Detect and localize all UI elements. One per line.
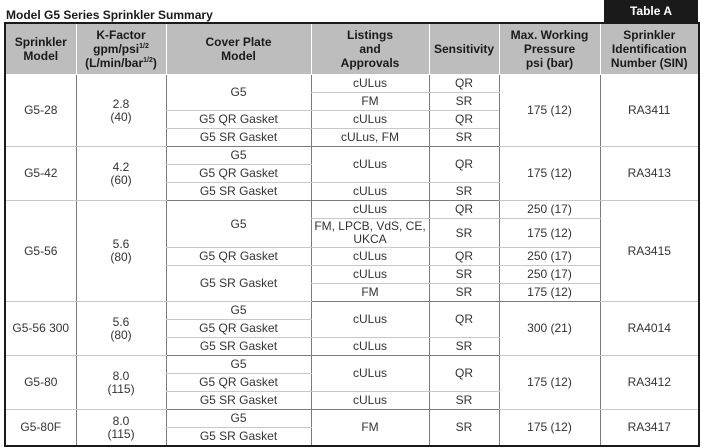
header-line: Cover Plate	[205, 35, 272, 49]
header-sup: 1/2	[143, 57, 153, 64]
header-line: Sprinkler	[623, 28, 676, 42]
header-sup: 1/2	[139, 43, 149, 50]
k-factor-value: 8.0	[112, 368, 130, 383]
k-factor-value: 5.6	[112, 237, 130, 251]
k-factor-cell	[76, 147, 166, 201]
header-line: Model	[23, 49, 59, 63]
sprinkler-model-cell: G5-80F	[5, 410, 76, 447]
cover-plate-cell: G5	[166, 356, 311, 374]
cover-plate-cell: G5 SR Gasket	[166, 129, 311, 147]
sensitivity-cell: SR	[429, 219, 499, 248]
listing-cell: FM	[311, 93, 429, 111]
k-factor-metric: (115)	[107, 381, 135, 396]
header-line: gpm/psi	[93, 42, 140, 56]
sensitivity-cell: QR	[429, 75, 499, 93]
header-line: K-Factor	[96, 28, 146, 42]
listing-cell: FM, LPCB, VdS, CE, UKCA	[311, 219, 429, 248]
sprinkler-model-cell: G5-28	[5, 75, 76, 147]
cover-plate-cell: G5 SR Gasket	[166, 183, 311, 201]
sin-cell: RA3415	[600, 201, 699, 302]
listing-cell: cULus	[311, 302, 429, 338]
header-row	[5, 23, 699, 75]
pressure-cell: 250 (17)	[499, 248, 600, 266]
sensitivity-cell: SR	[429, 392, 499, 410]
pressure-cell: 175 (12)	[499, 219, 600, 248]
cover-plate-cell: G5 QR Gasket	[166, 248, 311, 266]
cover-plate-cell: G5	[166, 75, 311, 111]
k-factor-metric: (80)	[110, 250, 132, 264]
table-body	[5, 75, 699, 447]
k-factor-value: 8.0	[112, 413, 130, 428]
pressure-cell: 175 (12)	[499, 75, 600, 147]
table-row	[5, 147, 699, 165]
listing-cell: FM	[311, 284, 429, 302]
pressure-cell: 175 (12)	[499, 284, 600, 302]
sensitivity-cell: SR	[429, 338, 499, 356]
cover-plate-cell: G5 QR Gasket	[166, 111, 311, 129]
k-factor-value: 5.6	[112, 314, 130, 329]
sin-cell: RA4014	[600, 302, 699, 356]
k-factor-value: 2.8	[112, 96, 130, 111]
header-k-factor	[76, 23, 166, 75]
header-line: and	[359, 42, 381, 56]
pressure-cell: 175 (12)	[499, 410, 600, 447]
header-sin	[600, 23, 699, 75]
k-factor-cell	[76, 201, 166, 302]
listing-cell: cULus	[311, 392, 429, 410]
header-sprinkler-model	[5, 23, 76, 75]
listing-cell: cULus, FM	[311, 129, 429, 147]
sensitivity-cell: SR	[429, 93, 499, 111]
sensitivity-cell: SR	[429, 266, 499, 284]
k-factor-value: 4.2	[112, 159, 130, 174]
sprinkler-model-cell: G5-56	[5, 201, 76, 302]
sin-cell: RA3412	[600, 356, 699, 410]
listing-cell: FM	[311, 410, 429, 447]
cover-plate-cell: G5 SR Gasket	[166, 338, 311, 356]
table-row	[5, 75, 699, 93]
sin-cell: RA3417	[600, 410, 699, 447]
table-row	[5, 356, 699, 374]
header-listings	[311, 23, 429, 75]
sensitivity-cell: SR	[429, 183, 499, 201]
sensitivity-cell: QR	[429, 201, 499, 219]
k-factor-cell	[76, 302, 166, 356]
sensitivity-cell: SR	[429, 129, 499, 147]
header-line: )	[152, 56, 157, 70]
listing-cell: cULus	[311, 183, 429, 201]
header-line: Max. Working	[510, 28, 589, 42]
sensitivity-cell: QR	[429, 147, 499, 183]
listing-cell: cULus	[311, 201, 429, 219]
sensitivity-cell: SR	[429, 410, 499, 447]
pressure-cell: 250 (17)	[499, 201, 600, 219]
header-line: Sensitivity	[433, 42, 495, 56]
sprinkler-model-cell: G5-56 300	[5, 302, 76, 356]
listing-cell: cULus	[311, 75, 429, 93]
sprinkler-model-cell: G5-80	[5, 356, 76, 410]
table-row	[5, 302, 699, 320]
header-line: Sprinkler	[14, 35, 67, 49]
listing-cell: cULus	[311, 266, 429, 284]
sensitivity-cell: QR	[429, 111, 499, 129]
k-factor-metric: (40)	[110, 109, 132, 124]
header-line: Number (SIN)	[610, 56, 688, 70]
sprinkler-model-cell: G5-42	[5, 147, 76, 201]
listing-cell: cULus	[311, 356, 429, 392]
header-line: Listings	[346, 28, 393, 42]
k-factor-metric: (115)	[107, 426, 135, 441]
pressure-cell: 300 (21)	[499, 302, 600, 356]
cover-plate-cell: G5	[166, 147, 311, 165]
page-title: Model G5 Series Sprinkler Summary	[6, 8, 213, 22]
sin-cell: RA3413	[600, 147, 699, 201]
table-row	[5, 410, 699, 428]
listing-cell: cULus	[311, 338, 429, 356]
header-line: Model	[221, 49, 256, 63]
sprinkler-summary-table	[4, 22, 700, 447]
header-line: Pressure	[523, 42, 576, 56]
sensitivity-cell: QR	[429, 248, 499, 266]
cover-plate-cell: G5 QR Gasket	[166, 165, 311, 183]
k-factor-cell	[76, 75, 166, 147]
header-line: Approvals	[340, 56, 400, 70]
cover-plate-cell: G5 SR Gasket	[166, 266, 311, 302]
header-line: psi (bar)	[525, 56, 574, 70]
k-factor-cell	[76, 356, 166, 410]
header-line: (L/min/bar	[85, 56, 144, 70]
header-sensitivity	[429, 23, 499, 75]
k-factor-metric: (80)	[110, 327, 132, 342]
pressure-cell: 250 (17)	[499, 266, 600, 284]
header-cover-plate	[166, 23, 311, 75]
header-line: Identification	[611, 42, 687, 56]
cover-plate-cell: G5	[166, 302, 311, 320]
cover-plate-cell: G5 QR Gasket	[166, 374, 311, 392]
sensitivity-cell: QR	[429, 356, 499, 392]
listing-cell: cULus	[311, 248, 429, 266]
cover-plate-cell: G5 QR Gasket	[166, 320, 311, 338]
cover-plate-cell: G5 SR Gasket	[166, 392, 311, 410]
pressure-cell: 175 (12)	[499, 356, 600, 410]
table-tag: Table A	[604, 0, 698, 22]
cover-plate-cell: G5 SR Gasket	[166, 428, 311, 447]
pressure-cell: 175 (12)	[499, 147, 600, 201]
cover-plate-cell: G5	[166, 201, 311, 248]
cover-plate-cell: G5	[166, 410, 311, 428]
sensitivity-cell: SR	[429, 284, 499, 302]
sensitivity-cell: QR	[429, 302, 499, 338]
k-factor-metric: (60)	[110, 172, 132, 187]
table-row	[5, 201, 699, 219]
listing-cell: cULus	[311, 111, 429, 129]
header-pressure	[499, 23, 600, 75]
listing-cell: cULus	[311, 147, 429, 183]
sin-cell: RA3411	[600, 75, 699, 147]
